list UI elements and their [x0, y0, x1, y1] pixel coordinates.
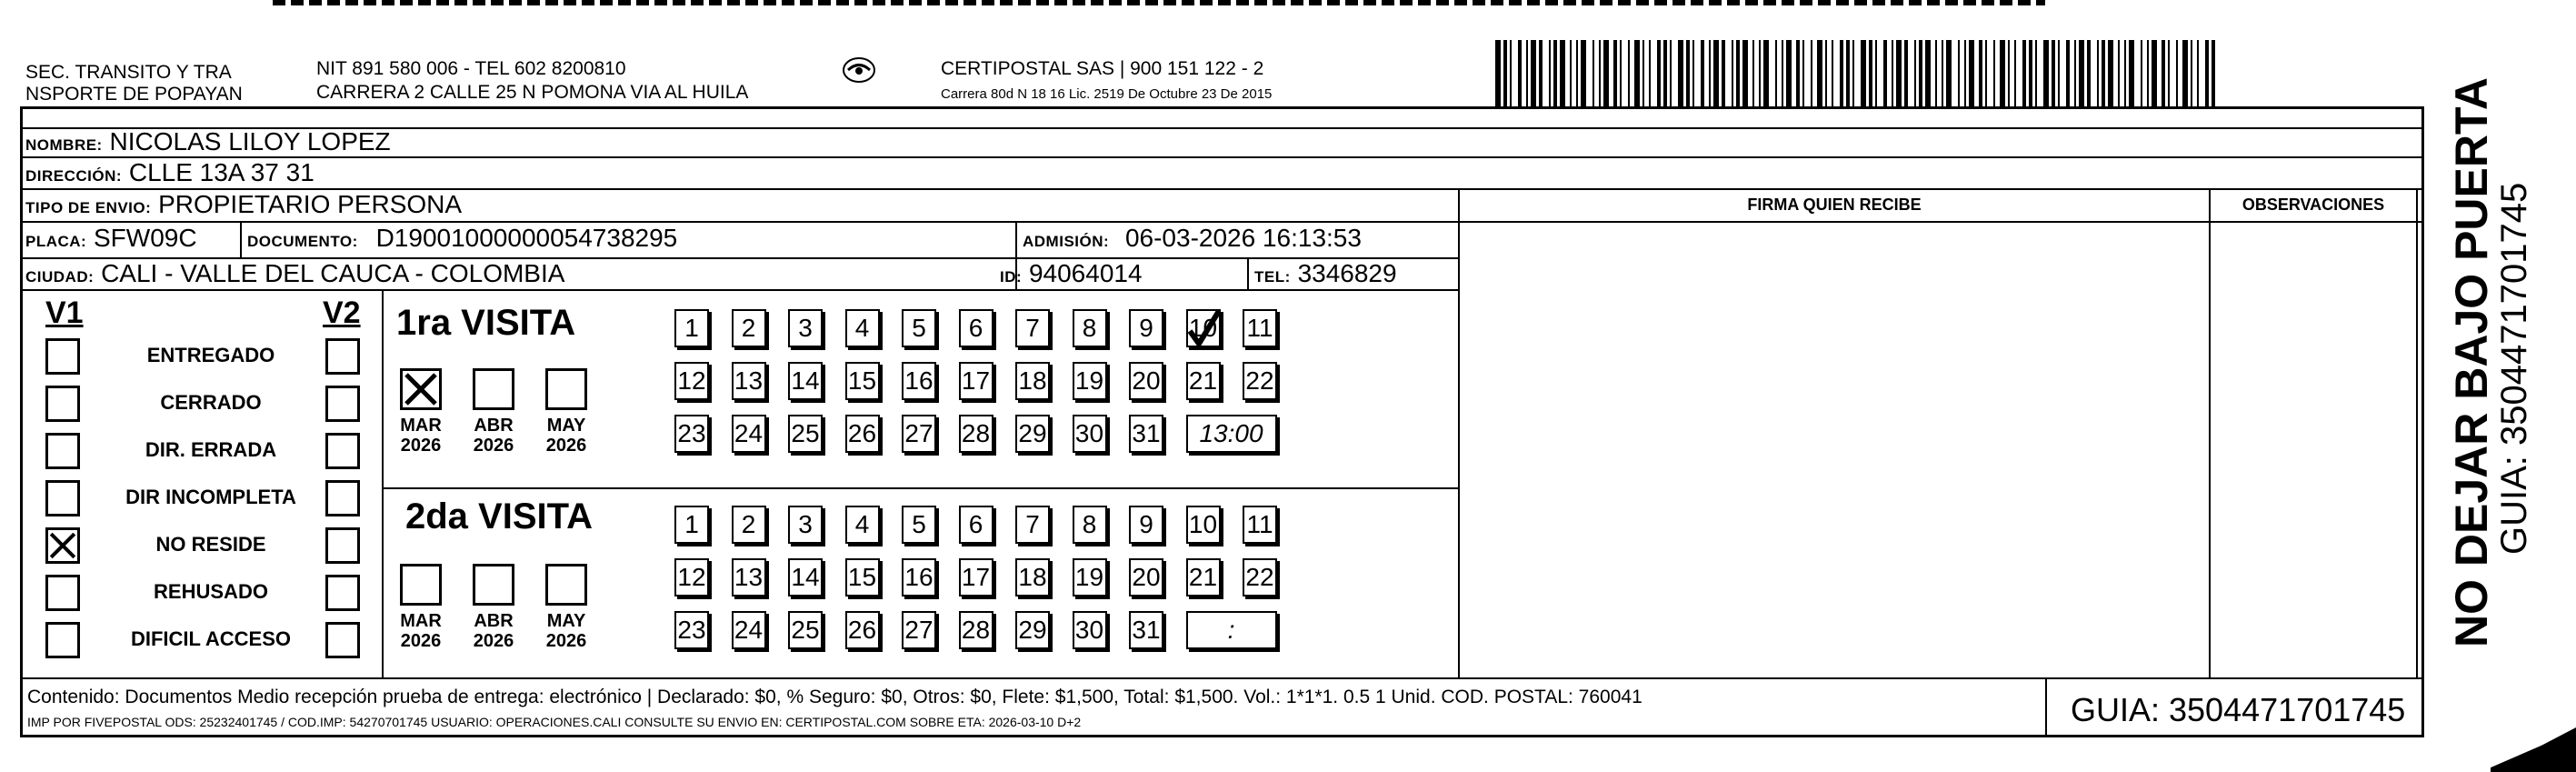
visit2-day-23[interactable]: 23: [674, 611, 709, 649]
visit2-month-checkbox[interactable]: [473, 564, 514, 606]
visit2-day-31[interactable]: 31: [1129, 611, 1163, 649]
visit1-day-23[interactable]: 23: [674, 415, 709, 453]
visit2-day-26[interactable]: 26: [845, 611, 880, 649]
visit2-day-10[interactable]: 10: [1186, 506, 1221, 544]
visit2-day-14[interactable]: 14: [788, 558, 823, 597]
visit2-day-3[interactable]: 3: [788, 506, 823, 544]
documento-value: D19001000000054738295: [375, 224, 678, 252]
visit2-day-20[interactable]: 20: [1129, 558, 1163, 597]
visit1-day-20[interactable]: 20: [1129, 362, 1163, 400]
visit1-day-7[interactable]: 7: [1015, 309, 1050, 347]
visit1-month-checkbox[interactable]: [545, 368, 587, 410]
tipo-value: PROPIETARIO PERSONA: [158, 190, 463, 218]
side-warning: NO DEJAR BAJO PUERTA: [2446, 77, 2497, 647]
courier-line-1: CERTIPOSTAL SAS | 900 151 122 - 2: [941, 58, 1264, 79]
visit1-month-label: ABR 2026: [473, 416, 514, 456]
id-value: 94064014: [1028, 259, 1143, 287]
visit2-title: 2da VISITA: [405, 496, 593, 536]
visit1-day-28[interactable]: 28: [959, 415, 993, 453]
visit2-day-19[interactable]: 19: [1073, 558, 1107, 597]
visit1-day-30[interactable]: 30: [1073, 415, 1107, 453]
admision-value: 06-03-2026 16:13:53: [1124, 224, 1362, 252]
visit1-month-checkbox[interactable]: [473, 368, 514, 410]
visit2-month-label: MAY 2026: [545, 611, 587, 651]
visit1-day-9[interactable]: 9: [1129, 309, 1163, 347]
courier-line-2: Carrera 80d N 18 16 Lic. 2519 De Octubre 23 De 2015: [941, 86, 1273, 102]
v2-checkbox[interactable]: [325, 433, 360, 469]
visit2-day-18[interactable]: 18: [1015, 558, 1050, 597]
placa-label: PLACA:: [25, 233, 87, 250]
visit1-month-label: MAR 2026: [400, 416, 442, 456]
v2-checkbox[interactable]: [325, 575, 360, 611]
visit2-day-29[interactable]: 29: [1015, 611, 1050, 649]
visit1-day-8[interactable]: 8: [1073, 309, 1107, 347]
v1-checkbox[interactable]: [45, 338, 80, 375]
v1-checkbox[interactable]: [45, 575, 80, 611]
visit1-month-label: MAY 2026: [545, 416, 587, 456]
documento-cell: [247, 224, 677, 256]
visit1-month-checkbox[interactable]: [400, 368, 442, 410]
visit1-day-5[interactable]: 5: [902, 309, 936, 347]
visit2-day-27[interactable]: 27: [902, 611, 936, 649]
visit1-day-10[interactable]: 10: [1186, 309, 1221, 347]
sender-line-1: SEC. TRANSITO Y TRA: [25, 62, 232, 83]
reason-label: CERRADO: [160, 391, 262, 414]
visit1-day-15[interactable]: 15: [845, 362, 880, 400]
visit1-day-14[interactable]: 14: [788, 362, 823, 400]
tel-value: 3346829: [1297, 259, 1397, 287]
visit2-month-label: ABR 2026: [473, 611, 514, 651]
visit2-day-5[interactable]: 5: [902, 506, 936, 544]
placa-value: SFW09C: [94, 224, 197, 252]
tel-cell: [1254, 259, 1397, 292]
admision-label: ADMISIÓN:: [1023, 233, 1110, 250]
visit1-day-19[interactable]: 19: [1073, 362, 1107, 400]
visit2-day-2[interactable]: 2: [732, 506, 766, 544]
admision-cell: [1023, 224, 1362, 256]
side-guia: GUIA: 3504471701745: [2494, 182, 2534, 555]
footer-contenido: Contenido: Documentos Medio recepción prueba de entrega: electrónico | Declarado: $0, % Seguro: $0, Otros: $0, Flete: $1,500, Total: $1,500. Vol.: 1*1*1. 0.5 1 Unid. COD. POSTAL: 760041: [27, 687, 1642, 707]
reason-label: DIR INCOMPLETA: [125, 486, 296, 508]
day-check-mark: [1184, 307, 1224, 351]
tipo-row: [25, 190, 462, 223]
visit2-day-16[interactable]: 16: [902, 558, 936, 597]
visit1-day-29[interactable]: 29: [1015, 415, 1050, 453]
nit-line: NIT 891 580 006 - TEL 602 8200810: [316, 58, 626, 79]
observaciones-header: OBSERVACIONES: [2242, 196, 2385, 214]
v1-checkbox[interactable]: [45, 622, 80, 658]
visit2-day-28[interactable]: 28: [959, 611, 993, 649]
ciudad-cell: [25, 259, 564, 292]
reason-label: DIFICIL ACCESO: [130, 627, 291, 650]
visit2-day-17[interactable]: 17: [959, 558, 993, 597]
visit1-time-field[interactable]: 13:00: [1186, 415, 1277, 453]
visit1-day-4[interactable]: 4: [845, 309, 880, 347]
visit2-day-11[interactable]: 11: [1243, 506, 1277, 544]
visit1-day-26[interactable]: 26: [845, 415, 880, 453]
tipo-label: TIPO DE ENVIO:: [25, 199, 152, 216]
visit1-day-18[interactable]: 18: [1015, 362, 1050, 400]
visit2-day-15[interactable]: 15: [845, 558, 880, 597]
visit2-day-24[interactable]: 24: [732, 611, 766, 649]
visit1-day-25[interactable]: 25: [788, 415, 823, 453]
certipostal-logo: [841, 56, 877, 84]
visit2-day-21[interactable]: 21: [1186, 558, 1221, 597]
v2-checkbox[interactable]: [325, 527, 360, 564]
v2-header: V2: [323, 296, 361, 330]
direccion-value: CLLE 13A 37 31: [128, 158, 315, 186]
visit1-title: 1ra VISITA: [396, 303, 576, 343]
ciudad-label: CIUDAD:: [25, 268, 95, 286]
visit2-day-9[interactable]: 9: [1129, 506, 1163, 544]
ciudad-value: CALI - VALLE DEL CAUCA - COLOMBIA: [101, 259, 565, 287]
visit1-day-13[interactable]: 13: [732, 362, 766, 400]
address-line: CARRERA 2 CALLE 25 N POMONA VIA AL HUILA: [316, 82, 749, 103]
v1-header: V1: [45, 296, 84, 330]
nombre-row: [25, 127, 391, 160]
visit2-day-7[interactable]: 7: [1015, 506, 1050, 544]
nombre-value: NICOLAS LILOY LOPEZ: [109, 127, 391, 155]
placa-cell: [25, 224, 197, 256]
visit2-day-25[interactable]: 25: [788, 611, 823, 649]
tel-label: TEL:: [1254, 268, 1291, 286]
corner-scan-shadow: [2491, 727, 2576, 772]
footer-imp-line: IMP POR FIVEPOSTAL ODS: 25232401745 / COD.IMP: 54270701745 USUARIO: OPERACIONES.CALI CONSULTE SU ENVIO EN: CERTIPOSTAL.COM SOBRE ETA: 2026-03-10 D+2: [27, 715, 1082, 729]
visit2-day-13[interactable]: 13: [732, 558, 766, 597]
visit2-month-checkbox[interactable]: [400, 564, 442, 606]
v2-checkbox[interactable]: [325, 622, 360, 658]
visit1-day-21[interactable]: 21: [1186, 362, 1221, 400]
visit1-day-2[interactable]: 2: [732, 309, 766, 347]
visit1-day-17[interactable]: 17: [959, 362, 993, 400]
nombre-label: NOMBRE:: [25, 136, 103, 154]
visit2-day-6[interactable]: 6: [959, 506, 993, 544]
reason-label: REHUSADO: [154, 580, 268, 603]
visit1-day-12[interactable]: 12: [674, 362, 709, 400]
visit2-month-label: MAR 2026: [400, 611, 442, 651]
visit1-day-3[interactable]: 3: [788, 309, 823, 347]
reason-label: ENTREGADO: [146, 344, 275, 366]
visit2-month-checkbox[interactable]: [545, 564, 587, 606]
direccion-label: DIRECCIÓN:: [25, 167, 123, 185]
footer-guia: GUIA: 3504471701745: [2071, 691, 2406, 728]
visit2-day-4[interactable]: 4: [845, 506, 880, 544]
id-label: ID:: [1000, 268, 1023, 286]
visit1-day-16[interactable]: 16: [902, 362, 936, 400]
sender-line-2: NSPORTE DE POPAYAN: [25, 84, 243, 105]
visit1-day-6[interactable]: 6: [959, 309, 993, 347]
v1-checkbox[interactable]: [45, 480, 80, 516]
visit1-day-22[interactable]: 22: [1243, 362, 1277, 400]
v2-checkbox[interactable]: [325, 386, 360, 422]
id-cell: [1000, 259, 1143, 292]
visit1-day-24[interactable]: 24: [732, 415, 766, 453]
visit2-day-1[interactable]: 1: [674, 506, 709, 544]
top-cut-strip: [273, 0, 2045, 5]
reason-label: DIR. ERRADA: [145, 438, 277, 461]
visit2-time-field[interactable]: :: [1186, 611, 1277, 649]
firma-header: FIRMA QUIEN RECIBE: [1747, 196, 1922, 214]
visit1-day-11[interactable]: 11: [1243, 309, 1277, 347]
v2-checkbox[interactable]: [325, 338, 360, 375]
barcode: [1495, 40, 2218, 107]
visit2-day-30[interactable]: 30: [1073, 611, 1107, 649]
reason-label: NO RESIDE: [155, 533, 266, 556]
documento-label: DOCUMENTO:: [247, 233, 358, 250]
v2-checkbox[interactable]: [325, 480, 360, 516]
visit2-day-22[interactable]: 22: [1243, 558, 1277, 597]
v1-checkbox[interactable]: [45, 433, 80, 469]
visit1-day-1[interactable]: 1: [674, 309, 709, 347]
visit1-day-27[interactable]: 27: [902, 415, 936, 453]
visit2-day-8[interactable]: 8: [1073, 506, 1107, 544]
v1-checkbox[interactable]: [45, 386, 80, 422]
visit1-day-31[interactable]: 31: [1129, 415, 1163, 453]
direccion-row: [25, 158, 315, 191]
visit2-day-12[interactable]: 12: [674, 558, 709, 597]
v1-checkbox[interactable]: [45, 527, 80, 564]
